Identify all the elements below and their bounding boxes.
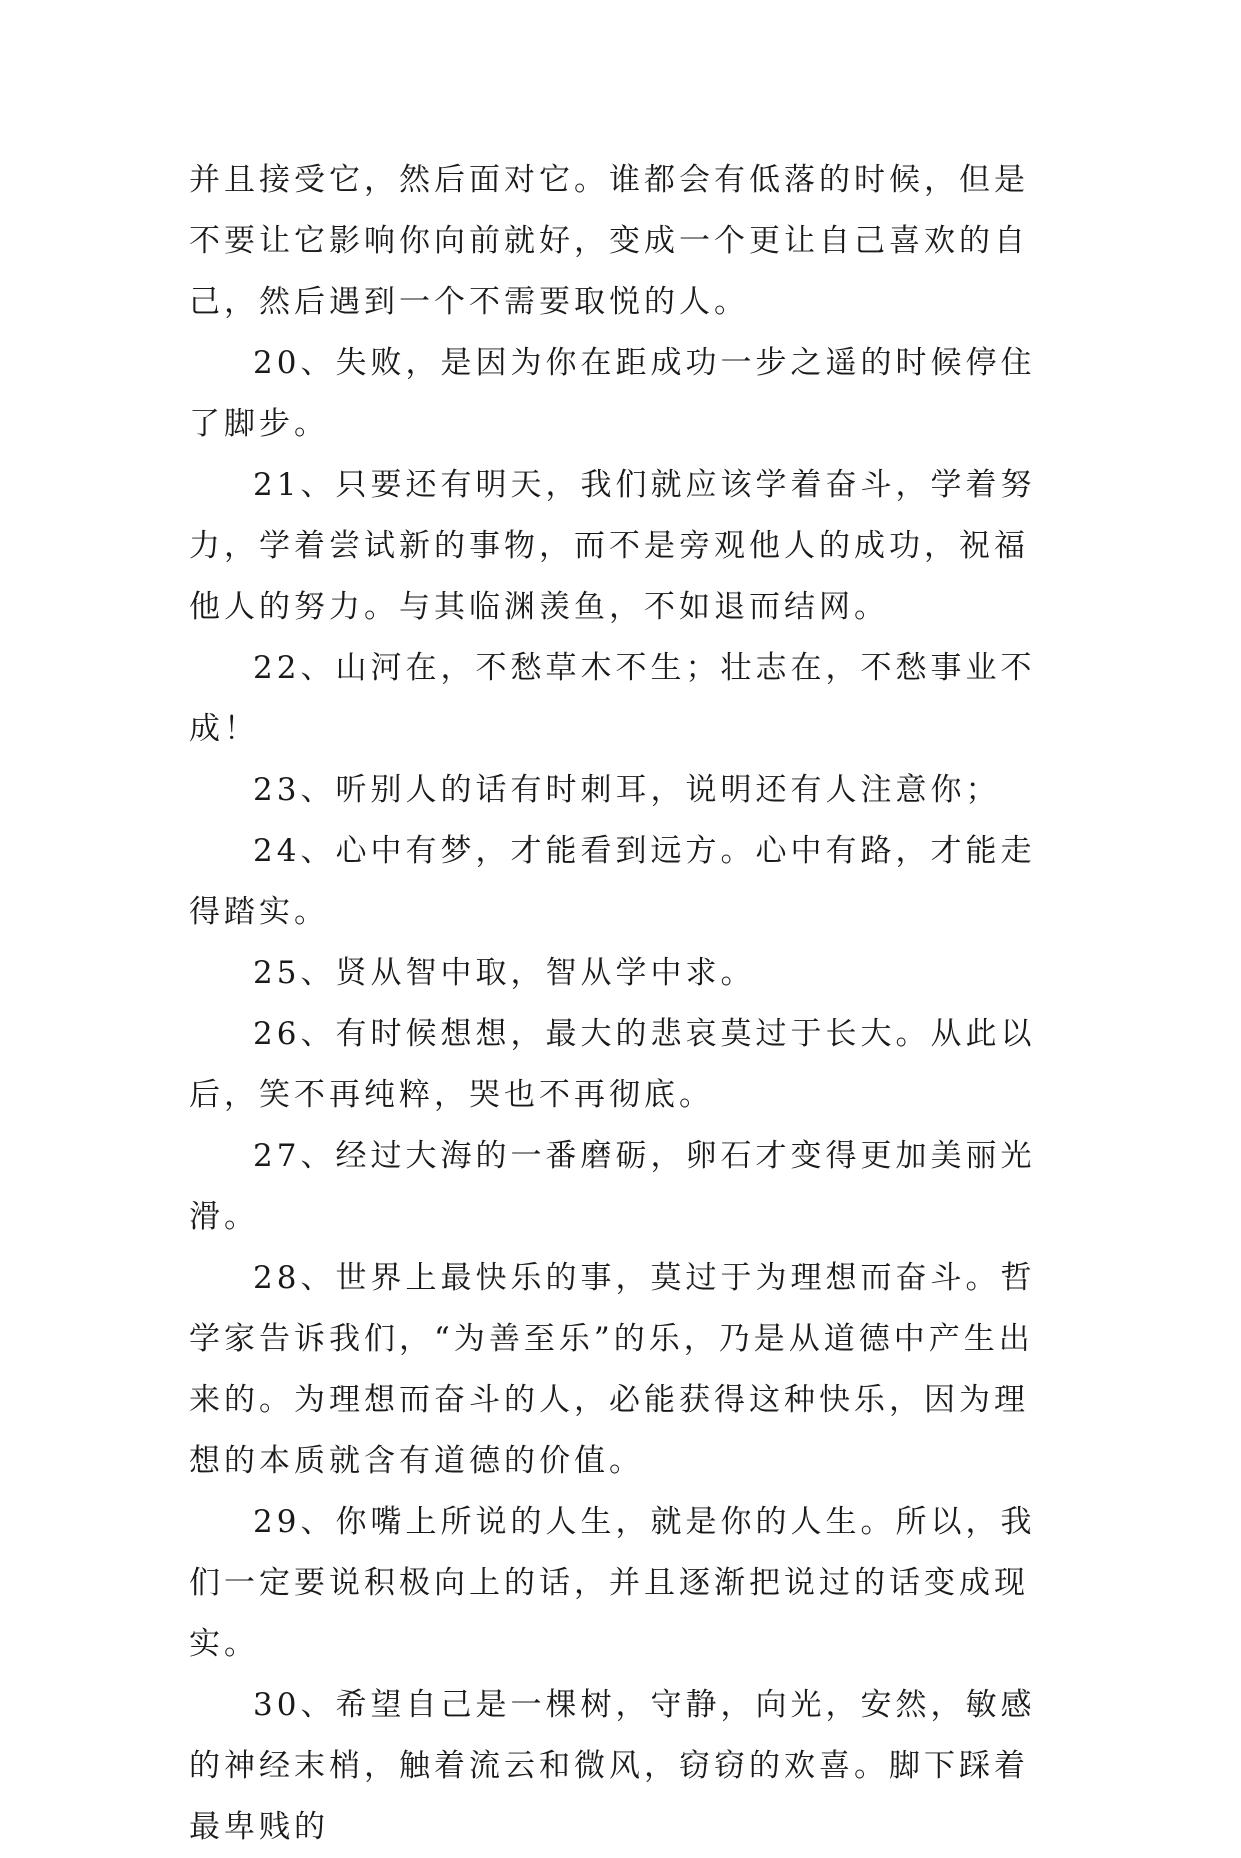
paragraph-25: 25、贤从智中取，智从学中求。 bbox=[253, 955, 756, 991]
paragraph-29: 29、你嘴上所说的人生，就是你的人生。所以，我们一定要说积极向上的话，并且逐渐把说过的话变成现实。 bbox=[189, 1504, 1036, 1662]
document-body bbox=[189, 150, 1049, 1858]
paragraph-24: 24、心中有梦，才能看到远方。心中有路，才能走得踏实。 bbox=[189, 833, 1036, 930]
paragraph-30: 30、希望自己是一棵树，守静，向光，安然，敏感的神经末梢，触着流云和微风，窃窃的欢喜。脚下踩着最卑贱的 bbox=[189, 1687, 1036, 1845]
paragraph-20: 20、失败，是因为你在距成功一步之遥的时候停住了脚步。 bbox=[189, 345, 1036, 442]
paragraph-27: 27、经过大海的一番磨砺，卵石才变得更加美丽光滑。 bbox=[189, 1138, 1036, 1235]
paragraph-22: 22、山河在，不愁草木不生；壮志在，不愁事业不成！ bbox=[189, 650, 1036, 747]
paragraph-21: 21、只要还有明天，我们就应该学着奋斗，学着努力，学着尝试新的事物，而不是旁观他人的成功，祝福他人的努力。与其临渊羡鱼，不如退而结网。 bbox=[189, 467, 1036, 625]
paragraph-26: 26、有时候想想，最大的悲哀莫过于长大。从此以后，笑不再纯粹，哭也不再彻底。 bbox=[189, 1016, 1036, 1113]
paragraph-28: 28、世界上最快乐的事，莫过于为理想而奋斗。哲学家告诉我们，“为善至乐”的乐，乃是从道德中产生出来的。为理想而奋斗的人，必能获得这种快乐，因为理想的本质就含有道德的价值。 bbox=[189, 1260, 1036, 1479]
paragraph-continuation: 并且接受它，然后面对它。谁都会有低落的时候，但是不要让它影响你向前就好，变成一个更让自己喜欢的自己，然后遇到一个不需要取悦的人。 bbox=[189, 162, 1029, 320]
paragraph-23: 23、听别人的话有时刺耳，说明还有人注意你； bbox=[253, 772, 1001, 808]
